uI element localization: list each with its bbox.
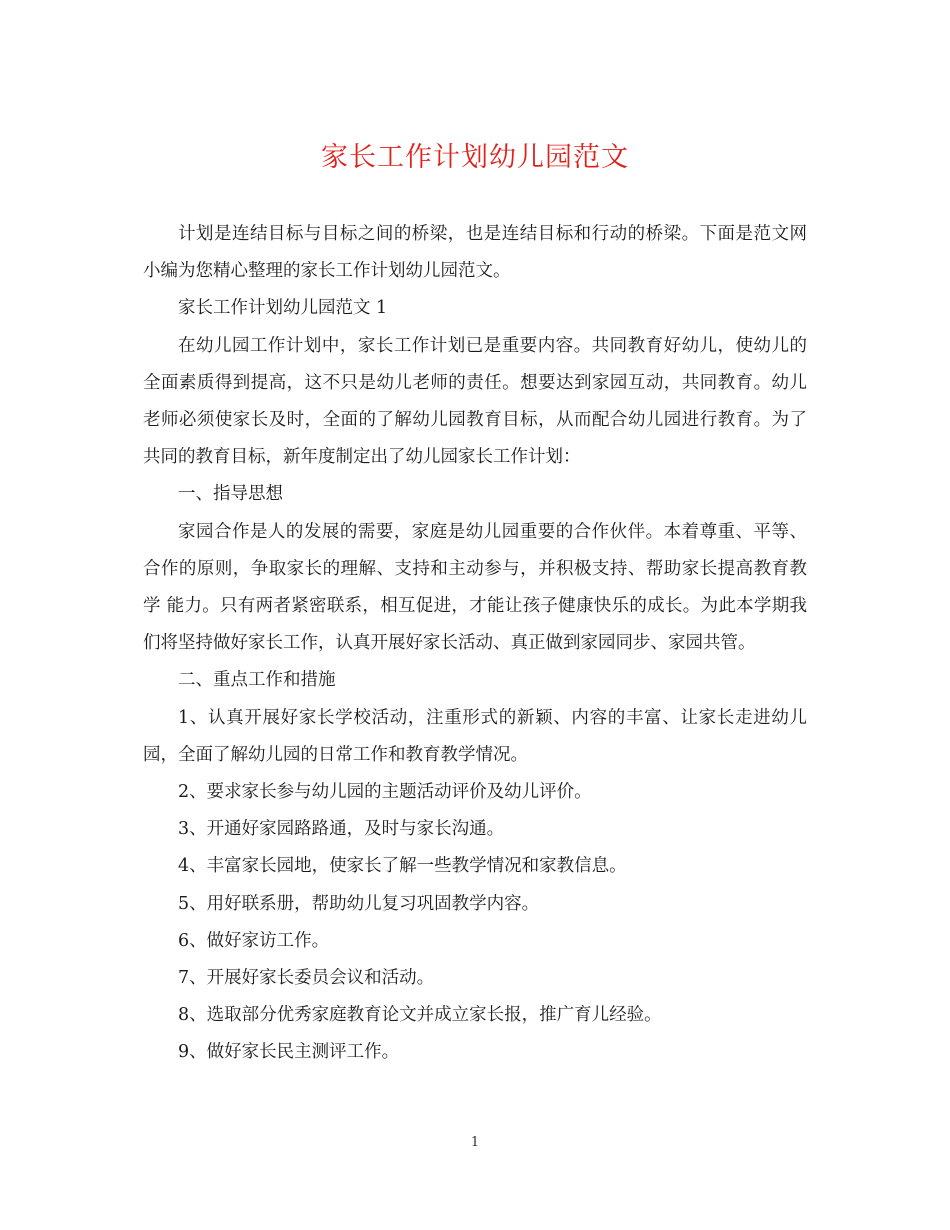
list-item: 2、要求家长参与幼儿园的主题活动评价及幼儿评价。 [178, 782, 592, 803]
section-heading-example-1: 家长工作计划幼儿园范文 1 [178, 298, 388, 319]
page-title: 家长工作计划幼儿园范文 [321, 142, 629, 173]
body-paragraph-context: 在幼儿园工作计划中，家长工作计划已是重要内容。共同教育好幼儿，使幼儿的全面素质得到提高，这不只是幼儿老师的责任。想要达到家园互动，共同教育。幼儿老师必须使家长及时，全面的了解幼儿园教育目标，从而配合幼儿园进行教育。为了共同的教育目标，新年度制定出了幼儿园家长工作计划： [143, 335, 807, 468]
list-item: 4、丰富家长园地，使家长了解一些教学情况和家教信息。 [178, 856, 627, 877]
intro-paragraph: 计划是连结目标与目标之间的桥梁，也是连结目标和行动的桥梁。下面是范文网小编为您精心整理的家长工作计划幼儿园范文。 [143, 224, 807, 282]
list-item: 7、开展好家长委员会议和活动。 [178, 968, 435, 989]
section-heading-guiding-thought: 一、指导思想 [178, 484, 283, 505]
list-item: 8、选取部分优秀家庭教育论文并成立家长报，推广育儿经验。 [178, 1005, 662, 1026]
list-item: 3、开通好家园路路通，及时与家长沟通。 [178, 819, 505, 840]
list-item: 9、做好家长民主测评工作。 [178, 1042, 400, 1063]
list-item: 6、做好家访工作。 [178, 930, 330, 951]
list-item: 5、用好联系册，帮助幼儿复习巩固教学内容。 [178, 893, 540, 914]
list-item: 1、认真开展好家长学校活动，注重形式的新颖、内容的丰富、让家长走进幼儿园，全面了解幼儿园的日常工作和教育教学情况。 [143, 707, 807, 765]
section-heading-key-work: 二、重点工作和措施 [178, 670, 336, 691]
page-number: 1 [470, 1135, 480, 1150]
document-body [143, 216, 807, 1072]
body-paragraph-guiding-thought: 家园合作是人的发展的需要，家庭是幼儿园重要的合作伙伴。本着尊重、平等、合作的原则，争取家长的理解、支持和主动参与，并积极支持、帮助家长提高教育教学 能力。只有两者紧密联系，相互促进，才能让孩子健康快乐的成长。为此本学期我们将坚持做好家长工作，认真开展好家长活动、真正做到家园同步、家园共管。 [143, 521, 807, 654]
